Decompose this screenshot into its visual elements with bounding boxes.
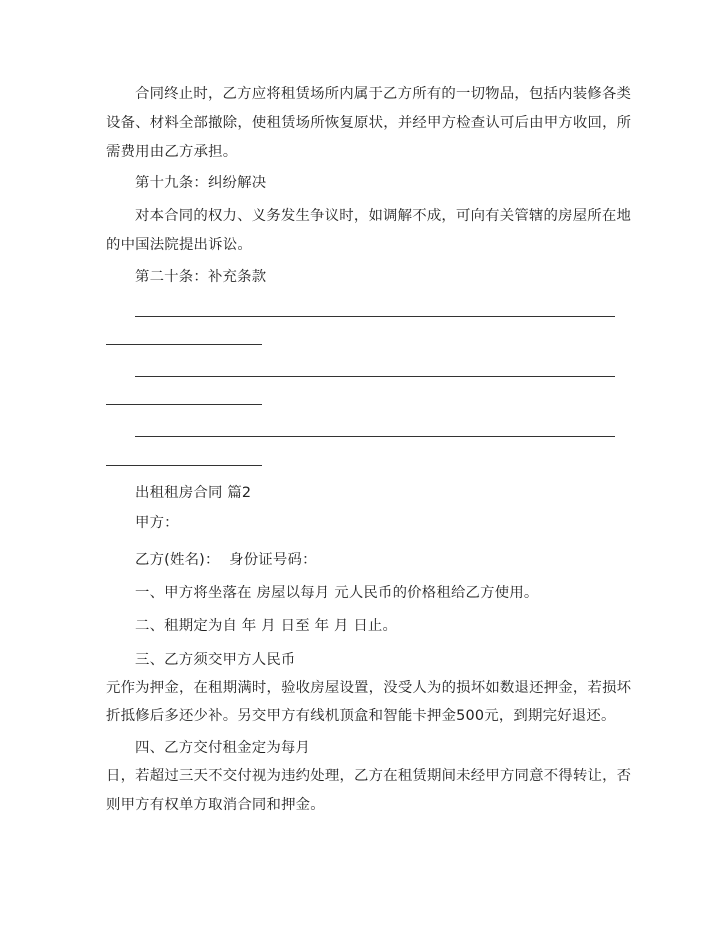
blank-line xyxy=(135,376,615,377)
paragraph-line: 的中国法院提出诉讼。 xyxy=(106,237,252,253)
paragraph-line: 折抵修后多还少补。另交甲方有线机顶盒和智能卡押金500元，到期完好退还。 xyxy=(106,708,616,724)
paragraph-line: 元作为押金，在租期满时，验收房屋设置，没受人为的损坏如数退还押金，若损坏 xyxy=(106,680,632,696)
section-title: 出租租房合同 篇2 xyxy=(135,485,252,501)
paragraph-line: 对本合同的权力、义务发生争议时，如调解不成，可向有关管辖的房屋所在地 xyxy=(135,208,632,224)
blank-line xyxy=(135,316,615,317)
paragraph-line: 设备、材料全部撤除，使租赁场所恢复原状，并经甲方检查认可后由甲方收回，所 xyxy=(106,115,632,131)
paragraph-line: 日，若超过三天不交付视为违约处理，乙方在租赁期间未经甲方同意不得转让，否 xyxy=(106,768,632,784)
party-a-line: 甲方： xyxy=(135,515,179,531)
clause-1: 一、甲方将坐落在 房屋以每月 元人民币的价格租给乙方使用。 xyxy=(135,585,539,601)
blank-line xyxy=(106,465,262,466)
article-19-heading: 第十九条：纠纷解决 xyxy=(135,175,267,191)
clause-2: 二、租期定为自 年 月 日至 年 月 日止。 xyxy=(135,618,398,634)
paragraph-line: 需费用由乙方承担。 xyxy=(106,144,238,160)
article-20-heading: 第二十条：补充条款 xyxy=(135,269,267,285)
clause-4: 四、乙方交付租金定为每月 xyxy=(135,740,311,756)
blank-line xyxy=(135,436,615,437)
blank-line xyxy=(106,344,262,345)
blank-line xyxy=(106,404,262,405)
paragraph-line: 合同终止时，乙方应将租赁场所内属于乙方所有的一切物品，包括内装修各类 xyxy=(135,86,632,102)
paragraph-line: 则甲方有权单方取消合同和押金。 xyxy=(106,797,325,813)
clause-3: 三、乙方须交甲方人民币 xyxy=(135,652,296,668)
party-b-line: 乙方(姓名)： 身份证号码： xyxy=(135,552,317,568)
